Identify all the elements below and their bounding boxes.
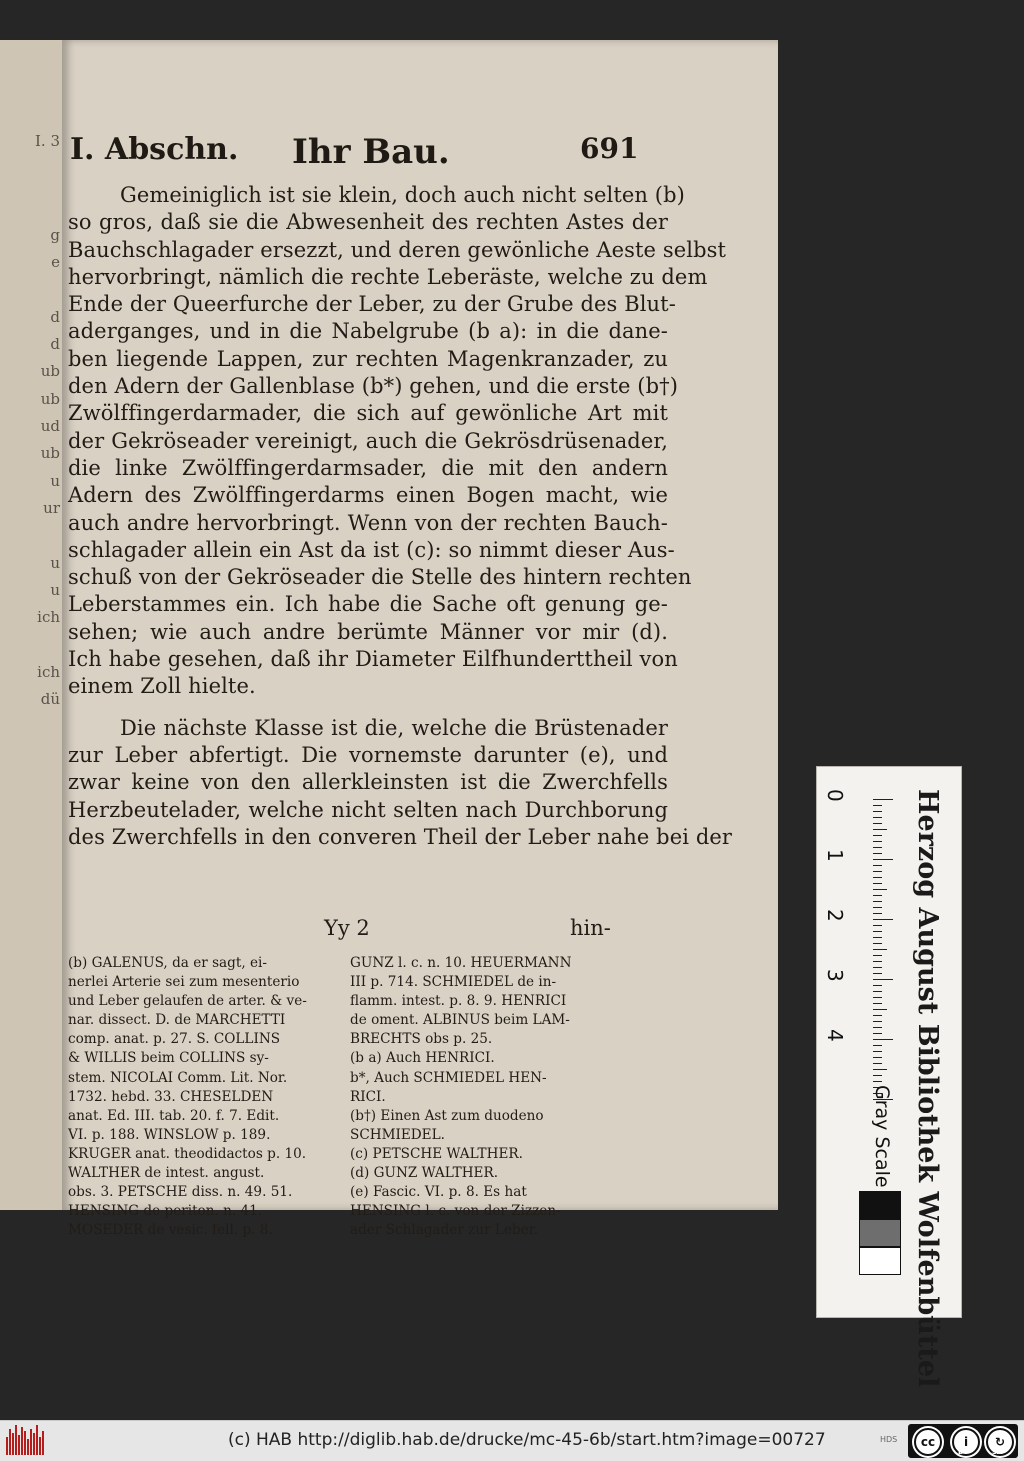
ruler-tick (873, 961, 882, 962)
text-line: Die nächste Klasse ist die, welche die Brüstenader (120, 715, 668, 740)
footnote-column-right (350, 954, 622, 1240)
catchword: hin- (570, 916, 611, 940)
ruler-tick (873, 1075, 882, 1076)
footnote-column-left (68, 954, 336, 1240)
footnote-line: de oment. ALBINUS beim LAM- (350, 1012, 570, 1029)
footer-small-text: HDS (880, 1435, 898, 1444)
ruler-number: 0 (823, 789, 847, 802)
logo-bar (9, 1429, 11, 1455)
ruler-tick (873, 1069, 887, 1070)
ghost-text: dü (40, 690, 60, 708)
ruler-tick (873, 931, 882, 932)
footnote-line: (b) GALENUS, da er sagt, ei- (68, 955, 267, 971)
logo-bar (42, 1431, 44, 1455)
ruler-tick (873, 1063, 882, 1064)
ghost-text: ub (40, 444, 60, 462)
ruler-tick (873, 811, 882, 812)
hab-logo-icon (6, 1425, 46, 1457)
library-title (903, 789, 943, 1388)
main-text (68, 182, 733, 851)
text-line: Leberstammes ein. Ich habe die Sache oft genung ge- (68, 592, 668, 617)
footnote-line: KRUGER anat. theodidactos p. 10. (68, 1145, 307, 1162)
footnote-line: (b a) Auch HENRICI. (350, 1050, 495, 1067)
footnote-line: obs. 3. PETSCHE diss. n. 49. 51. (68, 1184, 293, 1201)
ghost-text: d (50, 308, 60, 326)
ghost-text: u (50, 554, 60, 572)
text-line: Ich habe gesehen, daß ihr Diameter Eilfhunderttheil von (68, 647, 678, 672)
footnote-line: comp. anat. p. 27. S. COLLINS (68, 1031, 281, 1048)
logo-bar (24, 1431, 26, 1455)
ruler-tick (873, 1057, 882, 1058)
ruler-tick (873, 1039, 893, 1040)
ruler-tick (873, 1021, 882, 1022)
footnote-line: III p. 714. SCHMIEDEL de in- (350, 974, 557, 991)
text-line: auch andre hervorbringt. Wenn von der rechten Bauch- (68, 510, 668, 535)
ruler-tick (873, 847, 882, 848)
text-line: so gros, daß sie die Abwesenheit des rechten Astes der (68, 210, 668, 235)
logo-bar (27, 1439, 29, 1455)
text-line: Bauchschlagader ersezzt, und deren gewönliche Aeste selbst (68, 237, 727, 262)
footnote-line: (c) PETSCHE WALTHER. (350, 1145, 523, 1162)
logo-bar (30, 1429, 32, 1455)
ruler-tick (873, 913, 882, 914)
footnote-line: und Leber gelaufen de arter. & ve- (68, 993, 307, 1010)
ruler-tick (873, 1051, 882, 1052)
ruler-tick (873, 991, 882, 992)
ruler-tick (873, 997, 882, 998)
ruler-number: 1 (823, 849, 847, 862)
ghost-text: I. 3 (34, 132, 60, 150)
footnote-line: (e) Fascic. VI. p. 8. Es hat (350, 1184, 527, 1201)
ruler-tick (873, 955, 882, 956)
ghost-text: e (51, 253, 60, 271)
logo-bar (39, 1437, 41, 1455)
adjacent-page-fragment (0, 40, 62, 1210)
ghost-text: u (50, 472, 60, 490)
footnote-line: HENSING l. c. von der Zizzen- (350, 1203, 561, 1220)
ruler-tick (873, 937, 882, 938)
cc-license-badge[interactable] (908, 1424, 1018, 1458)
footnote-line: RICI. (350, 1088, 386, 1105)
ruler-tick (873, 973, 882, 974)
ghost-text: ub (40, 362, 60, 380)
footnote-line: flamm. intest. p. 8. 9. HENRICI (350, 993, 567, 1010)
copyright-credit[interactable]: (c) HAB http://diglib.hab.de/drucke/mc-45-6b/start.htm?image=00727 (228, 1430, 826, 1450)
logo-bar (18, 1435, 20, 1455)
ruler-tick (873, 1009, 887, 1010)
page-number: 691 (580, 132, 639, 165)
text-line: schlagader allein ein Ast da ist (c): so nimmt dieser Aus- (68, 537, 675, 562)
ruler-tick (873, 985, 882, 986)
gray-swatch-black (859, 1191, 901, 1219)
ghost-text: ub (40, 390, 60, 408)
ruler-tick (873, 823, 882, 824)
by-label: BY (958, 1448, 969, 1456)
ruler-tick (873, 1003, 882, 1004)
ruler-tick (873, 967, 882, 968)
footnote-line: VI. p. 188. WINSLOW p. 189. (68, 1126, 271, 1143)
section-label: I. Abschn. (70, 132, 239, 167)
footnote-line: WALTHER de intest. angust. (68, 1165, 265, 1182)
ruler-tick (873, 859, 893, 860)
sa-label: SA (992, 1448, 1003, 1456)
text-line: Ende der Queerfurche der Leber, zu der Grube des Blut- (68, 292, 676, 317)
text-line: schuß von der Gekröseader die Stelle des hintern rechten (68, 565, 692, 590)
ruler-tick (873, 841, 882, 842)
ghost-text: ich (37, 663, 60, 681)
share-alike-icon: ↻ (986, 1428, 1014, 1456)
logo-bar (12, 1433, 14, 1455)
ruler-tick (873, 907, 882, 908)
ghost-text: u (50, 581, 60, 599)
text-line: der Gekröseader vereinigt, auch die Gekrösdrüsenader, (68, 428, 668, 453)
logo-bar (6, 1437, 8, 1455)
attribution-icon: i (952, 1428, 980, 1456)
cc-icon: cc (914, 1428, 942, 1456)
logo-bar (21, 1427, 23, 1455)
footnote-line: SCHMIEDEL. (350, 1126, 445, 1143)
footnote-line: GUNZ l. c. n. 10. HEUERMANN (350, 955, 572, 971)
text-line: Zwölffingerdarmader, die sich auf gewönliche Art mit (68, 401, 668, 426)
ruler-scale (823, 785, 881, 1105)
footer-bar (0, 1420, 1024, 1461)
text-line: Gemeiniglich ist sie klein, doch auch nicht selten (b) (120, 183, 685, 207)
ghost-text: ur (43, 499, 60, 517)
ruler-tick (873, 889, 887, 890)
library-name: Herzog August Bibliothek Wolfenbüttel (912, 789, 943, 1388)
ruler-tick (873, 901, 882, 902)
ruler-number: 4 (823, 1029, 847, 1042)
ruler-tick (873, 865, 882, 866)
footnote-line: (b†) Einen Ast zum duodeno (350, 1107, 544, 1124)
ruler-tick (873, 895, 882, 896)
ruler-tick (873, 799, 893, 800)
logo-bar (15, 1425, 17, 1455)
footnote-line: b*, Auch SCHMIEDEL HEN- (350, 1069, 547, 1086)
paragraph-gap (68, 701, 668, 715)
text-line: Herzbeutelader, welche nicht selten nach Durchborung (68, 797, 668, 822)
signature-mark: Yy 2 (324, 916, 370, 940)
footnote-line: stem. NICOLAI Comm. Lit. Nor. (68, 1069, 288, 1086)
ruler-tick (873, 979, 893, 980)
text-line: hervorbringt, nämlich die rechte Leberäste, welche zu dem (68, 264, 708, 289)
ruler-tick (873, 1081, 882, 1082)
footnote-line: & WILLIS beim COLLINS sy- (68, 1050, 269, 1067)
footnote-line: BRECHTS obs p. 25. (350, 1031, 493, 1048)
footnote-line: anat. Ed. III. tab. 20. f. 7. Edit. (68, 1107, 280, 1124)
ruler-tick (873, 871, 882, 872)
ruler-tick (873, 1015, 882, 1016)
footnote-line: (d) GUNZ WALTHER. (350, 1165, 499, 1182)
ruler-number: 3 (823, 969, 847, 982)
ruler-tick (873, 805, 882, 806)
footnote-line: nar. dissect. D. de MARCHETTI (68, 1012, 286, 1029)
ruler-tick (873, 829, 887, 830)
text-line: aderganges, und in die Nabelgrube (b a): in die dane- (68, 319, 668, 344)
book-page (62, 40, 778, 1239)
text-line: die linke Zwölffingerdarmsader, die mit den andern (68, 455, 668, 480)
ruler-number: 2 (823, 909, 847, 922)
ruler-tick (873, 817, 882, 818)
text-line: sehen; wie auch andre berümte Männer vor mir (d). (68, 619, 668, 644)
ruler-tick (873, 919, 893, 920)
text-line: zur Leber abfertigt. Die vornemste darunter (e), und (68, 742, 668, 767)
footnote-line: HENSING de periton. n. 41. (68, 1203, 263, 1220)
text-line: ben liegende Lappen, zur rechten Magenkranzader, zu (68, 346, 668, 371)
ghost-text: d (50, 335, 60, 353)
ruler-tick (873, 877, 882, 878)
ruler-tick (873, 925, 882, 926)
logo-bar (36, 1425, 38, 1455)
gray-swatch-white (859, 1247, 901, 1275)
footnote-line: ader Schlagader zur Leber. (350, 1222, 539, 1239)
text-line: den Adern der Gallenblase (b*) gehen, und die erste (b†) (68, 374, 679, 399)
footnote-line: MOSEDER de vesic. fell. p. 8. (68, 1222, 273, 1239)
ghost-text: g (50, 226, 60, 244)
ruler-tick (873, 1027, 882, 1028)
gray-swatch-mid (859, 1219, 901, 1247)
ghost-text: ich (37, 608, 60, 626)
ruler-tick (873, 835, 882, 836)
ruler-tick (873, 853, 882, 854)
gray-scale-label: Gray Scale (871, 1085, 893, 1188)
footnote-line: nerlei Arterie sei zum mesenterio (68, 974, 300, 991)
ghost-text: ud (40, 417, 60, 435)
ruler-tick (873, 1045, 882, 1046)
running-title: Ihr Bau. (292, 132, 450, 172)
running-header (62, 132, 778, 178)
text-line: zwar keine von den allerkleinsten ist die Zwerchfells (68, 770, 668, 795)
ruler-tick (873, 883, 882, 884)
ruler-tick (873, 943, 882, 944)
ruler-tick (873, 1033, 882, 1034)
footnote-line: 1732. hebd. 33. CHESELDEN (68, 1088, 274, 1105)
ruler-tick (873, 949, 887, 950)
text-line: des Zwerchfells in den converen Theil der Leber nahe bei der (68, 824, 733, 849)
text-line: einem Zoll hielte. (68, 674, 256, 699)
signature-line (62, 916, 778, 944)
text-line: Adern des Zwölffingerdarms einen Bogen macht, wie (68, 483, 668, 508)
scale-ruler-card (816, 766, 962, 1388)
logo-bar (33, 1433, 35, 1455)
